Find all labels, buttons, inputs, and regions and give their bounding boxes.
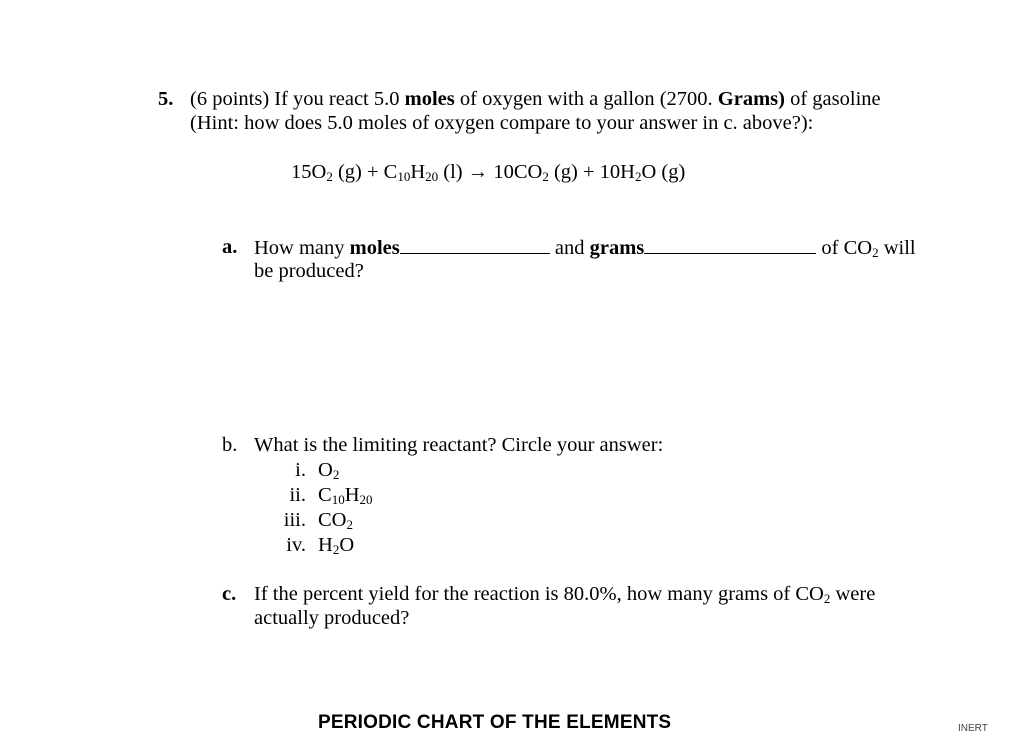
grams-bold: grams	[589, 237, 645, 259]
grams-answer-blank[interactable]	[644, 235, 816, 254]
moles-answer-blank[interactable]	[400, 235, 550, 254]
part-a-question-line2: be produced?	[254, 260, 364, 282]
hint-text: (Hint: how does 5.0 moles of oxygen compare to your answer in c. above?):	[190, 112, 814, 134]
points-label: (6 points)	[190, 88, 270, 110]
part-c-question-line2: actually produced?	[254, 607, 410, 629]
part-b-label: b.	[222, 434, 238, 456]
prompt-text-3: of gasoline	[784, 88, 881, 110]
part-c-label: c.	[222, 583, 237, 605]
moles-bold: moles	[349, 237, 400, 259]
choice-o2[interactable]: i. $O_2$	[295, 459, 340, 482]
chemical-equation: $15O_2$ $(g) + C_{10}H_{20}$ $(l) \to 10CO_2$ $(g) + 10H_2O$ (g)	[291, 161, 686, 184]
choice-c10h20[interactable]: ii. $C_{10}H_{20}$	[289, 484, 373, 507]
part-a-question: How many moles and grams of $CO_2$ will	[254, 237, 916, 260]
prompt-grams-bold: Grams)	[717, 88, 785, 110]
prompt-text-2: of oxygen with a gallon (2700.	[454, 88, 718, 110]
periodic-chart-title: PERIODIC CHART OF THE ELEMENTS	[318, 712, 672, 733]
choice-list	[270, 458, 420, 558]
part-a-label: a.	[222, 236, 238, 258]
inert-label: INERT	[958, 723, 988, 734]
part-b-question: What is the limiting reactant? Circle your answer:	[254, 434, 664, 456]
prompt-text-1: If you react 5.0	[269, 88, 405, 110]
prompt-moles-bold: moles	[404, 88, 455, 110]
question-prompt	[190, 87, 881, 111]
question-number: 5.	[158, 88, 174, 110]
choice-h2o[interactable]: iv. $H_2O$	[286, 534, 355, 557]
part-c-question: If the percent yield for the reaction is 80.0%, how many grams of $CO_2$ were	[254, 583, 876, 606]
choice-co2[interactable]: iii. $CO_2$	[283, 509, 353, 532]
